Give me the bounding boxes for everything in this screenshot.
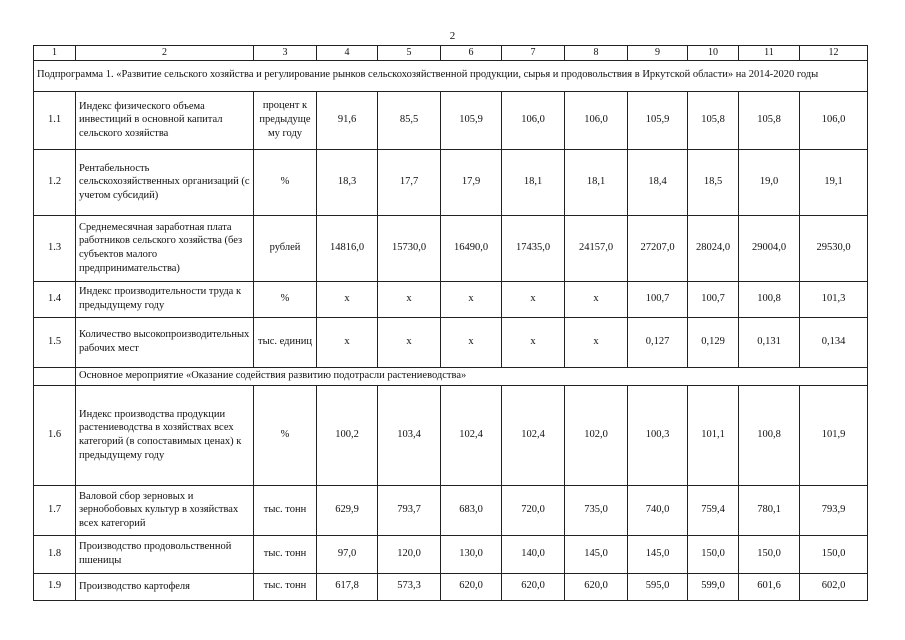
indicator-value: 620,0 bbox=[502, 573, 565, 600]
indicator-value: 18,4 bbox=[628, 149, 688, 215]
indicator-name: Среднемесячная заработная плата работников сельского хозяйства (без субъектов малого предпринимательства) bbox=[76, 215, 254, 281]
indicator-value: 120,0 bbox=[378, 535, 441, 573]
indicator-value: 106,0 bbox=[565, 91, 628, 149]
indicator-value: 100,3 bbox=[628, 385, 688, 485]
indicator-value: 100,7 bbox=[688, 281, 739, 317]
indicator-value: 17,9 bbox=[441, 149, 502, 215]
row-number: 1.8 bbox=[34, 535, 76, 573]
indicator-value: 105,8 bbox=[739, 91, 800, 149]
row-number: 1.4 bbox=[34, 281, 76, 317]
indicator-value: 18,3 bbox=[317, 149, 378, 215]
activity-empty-cell bbox=[34, 367, 76, 385]
indicator-value: 0,127 bbox=[628, 317, 688, 367]
indicator-value: 0,129 bbox=[688, 317, 739, 367]
page-number: 2 bbox=[449, 30, 456, 42]
indicator-value: 140,0 bbox=[502, 535, 565, 573]
indicator-name: Индекс производства продукции растениеводства в хозяйствах всех категорий (в сопоставимых ценах) к предыдущему году bbox=[76, 385, 254, 485]
indicator-value: x bbox=[441, 317, 502, 367]
indicator-value: 100,7 bbox=[628, 281, 688, 317]
unit-of-measure: рублей bbox=[254, 215, 317, 281]
column-number-cell: 2 bbox=[76, 46, 254, 61]
indicator-value: 145,0 bbox=[628, 535, 688, 573]
indicator-value: 720,0 bbox=[502, 485, 565, 535]
indicator-value: 602,0 bbox=[800, 573, 868, 600]
indicator-value: 101,3 bbox=[800, 281, 868, 317]
indicator-value: 150,0 bbox=[688, 535, 739, 573]
indicator-value: 740,0 bbox=[628, 485, 688, 535]
indicator-value: x bbox=[502, 317, 565, 367]
indicator-name: Индекс физического объема инвестиций в основной капитал сельского хозяйства bbox=[76, 91, 254, 149]
table-row bbox=[34, 573, 868, 600]
table-row bbox=[34, 385, 868, 485]
row-number: 1.5 bbox=[34, 317, 76, 367]
indicator-value: x bbox=[378, 281, 441, 317]
indicator-value: 620,0 bbox=[441, 573, 502, 600]
column-number-cell: 9 bbox=[628, 46, 688, 61]
indicator-value: 105,9 bbox=[628, 91, 688, 149]
indicator-value: 150,0 bbox=[739, 535, 800, 573]
indicator-value: 573,3 bbox=[378, 573, 441, 600]
column-number-cell: 7 bbox=[502, 46, 565, 61]
indicator-value: 0,131 bbox=[739, 317, 800, 367]
indicator-value: 19,0 bbox=[739, 149, 800, 215]
indicator-value: x bbox=[565, 281, 628, 317]
unit-of-measure: % bbox=[254, 385, 317, 485]
indicator-value: 601,6 bbox=[739, 573, 800, 600]
row-number: 1.9 bbox=[34, 573, 76, 600]
indicator-value: x bbox=[565, 317, 628, 367]
indicator-value: 91,6 bbox=[317, 91, 378, 149]
unit-of-measure: тыс. единиц bbox=[254, 317, 317, 367]
indicator-value: 780,1 bbox=[739, 485, 800, 535]
column-number-cell: 11 bbox=[739, 46, 800, 61]
table-row bbox=[34, 317, 868, 367]
table-row bbox=[34, 281, 868, 317]
table-row bbox=[34, 149, 868, 215]
indicator-value: 793,7 bbox=[378, 485, 441, 535]
indicator-value: x bbox=[441, 281, 502, 317]
table-row bbox=[34, 91, 868, 149]
row-number: 1.6 bbox=[34, 385, 76, 485]
column-number-cell: 1 bbox=[34, 46, 76, 61]
row-number: 1.3 bbox=[34, 215, 76, 281]
indicator-value: x bbox=[378, 317, 441, 367]
unit-of-measure: тыс. тонн bbox=[254, 485, 317, 535]
column-number-cell: 3 bbox=[254, 46, 317, 61]
row-number: 1.1 bbox=[34, 91, 76, 149]
indicator-value: 14816,0 bbox=[317, 215, 378, 281]
indicator-value: 27207,0 bbox=[628, 215, 688, 281]
indicator-value: 617,8 bbox=[317, 573, 378, 600]
indicator-name: Производство продовольственной пшеницы bbox=[76, 535, 254, 573]
indicator-value: 150,0 bbox=[800, 535, 868, 573]
indicator-value: 145,0 bbox=[565, 535, 628, 573]
unit-of-measure: % bbox=[254, 149, 317, 215]
indicator-value: 100,8 bbox=[739, 385, 800, 485]
column-number-cell: 4 bbox=[317, 46, 378, 61]
indicator-value: 0,134 bbox=[800, 317, 868, 367]
indicator-value: 29004,0 bbox=[739, 215, 800, 281]
indicator-value: 105,8 bbox=[688, 91, 739, 149]
table-row bbox=[34, 485, 868, 535]
column-number-cell: 10 bbox=[688, 46, 739, 61]
indicator-value: 28024,0 bbox=[688, 215, 739, 281]
indicator-value: x bbox=[317, 317, 378, 367]
indicator-value: 620,0 bbox=[565, 573, 628, 600]
indicator-value: 16490,0 bbox=[441, 215, 502, 281]
indicator-value: 595,0 bbox=[628, 573, 688, 600]
indicator-value: 100,2 bbox=[317, 385, 378, 485]
indicator-value: 106,0 bbox=[502, 91, 565, 149]
subprogram-title: Подпрограмма 1. «Развитие сельского хозяйства и регулирование рынков сельскохозяйственной продукции, сырья и продовольствия в Иркутской области» на 2014-2020 годы bbox=[34, 60, 868, 91]
indicator-name: Количество высокопроизводительных рабочих мест bbox=[76, 317, 254, 367]
indicator-value: 18,1 bbox=[565, 149, 628, 215]
row-number: 1.2 bbox=[34, 149, 76, 215]
subprogram-row bbox=[34, 60, 868, 91]
indicator-name: Валовой сбор зерновых и зернобобовых культур в хозяйствах всех категорий bbox=[76, 485, 254, 535]
indicator-value: 103,4 bbox=[378, 385, 441, 485]
indicator-value: 97,0 bbox=[317, 535, 378, 573]
indicator-name: Производство картофеля bbox=[76, 573, 254, 600]
indicators-table bbox=[33, 45, 868, 601]
column-number-cell: 6 bbox=[441, 46, 502, 61]
indicator-name: Индекс производительности труда к предыдущему году bbox=[76, 281, 254, 317]
indicator-value: 735,0 bbox=[565, 485, 628, 535]
unit-of-measure: тыс. тонн bbox=[254, 535, 317, 573]
indicator-value: 24157,0 bbox=[565, 215, 628, 281]
indicator-value: 29530,0 bbox=[800, 215, 868, 281]
column-number-cell: 5 bbox=[378, 46, 441, 61]
activity-title: Основное мероприятие «Оказание содействия развитию подотрасли растениеводства» bbox=[76, 367, 868, 385]
indicator-value: 15730,0 bbox=[378, 215, 441, 281]
indicator-value: 101,9 bbox=[800, 385, 868, 485]
indicator-value: 17,7 bbox=[378, 149, 441, 215]
indicator-value: 100,8 bbox=[739, 281, 800, 317]
indicator-value: 18,5 bbox=[688, 149, 739, 215]
column-number-row bbox=[34, 46, 868, 61]
table-row bbox=[34, 535, 868, 573]
activity-row bbox=[34, 367, 868, 385]
indicator-value: 106,0 bbox=[800, 91, 868, 149]
indicator-value: 101,1 bbox=[688, 385, 739, 485]
unit-of-measure: % bbox=[254, 281, 317, 317]
indicator-value: 683,0 bbox=[441, 485, 502, 535]
column-number-cell: 8 bbox=[565, 46, 628, 61]
indicator-value: 105,9 bbox=[441, 91, 502, 149]
indicator-value: 85,5 bbox=[378, 91, 441, 149]
indicator-value: 130,0 bbox=[441, 535, 502, 573]
indicator-value: x bbox=[502, 281, 565, 317]
indicator-value: 102,0 bbox=[565, 385, 628, 485]
table-row bbox=[34, 215, 868, 281]
unit-of-measure: процент к предыдуще му году bbox=[254, 91, 317, 149]
indicator-value: 102,4 bbox=[441, 385, 502, 485]
indicator-value: 629,9 bbox=[317, 485, 378, 535]
indicator-value: 102,4 bbox=[502, 385, 565, 485]
indicator-value: 793,9 bbox=[800, 485, 868, 535]
indicator-value: 19,1 bbox=[800, 149, 868, 215]
unit-of-measure: тыс. тонн bbox=[254, 573, 317, 600]
indicator-name: Рентабельность сельскохозяйственных организаций (с учетом субсидий) bbox=[76, 149, 254, 215]
row-number: 1.7 bbox=[34, 485, 76, 535]
indicator-value: 17435,0 bbox=[502, 215, 565, 281]
column-number-cell: 12 bbox=[800, 46, 868, 61]
indicator-value: 18,1 bbox=[502, 149, 565, 215]
indicator-value: x bbox=[317, 281, 378, 317]
indicator-value: 599,0 bbox=[688, 573, 739, 600]
indicator-value: 759,4 bbox=[688, 485, 739, 535]
